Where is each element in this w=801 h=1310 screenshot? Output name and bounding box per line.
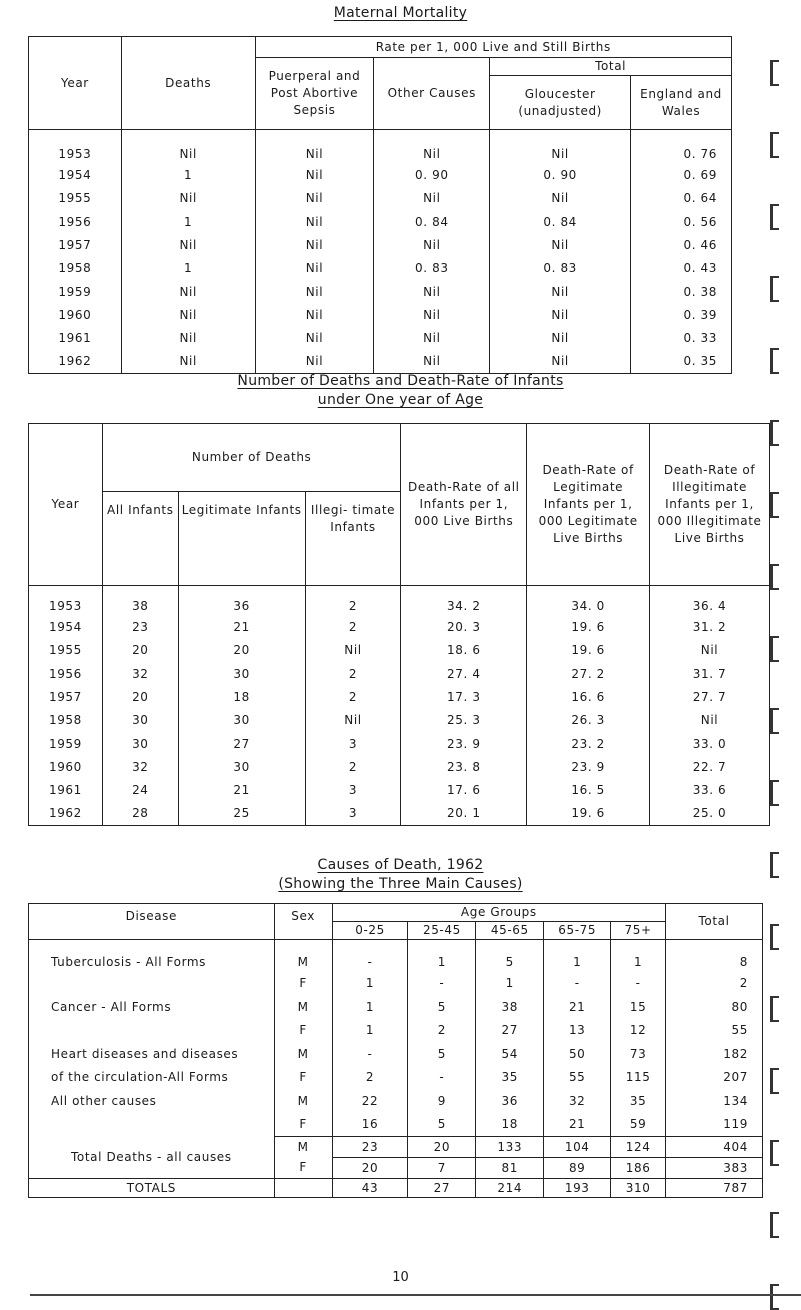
table-row bbox=[29, 662, 770, 685]
margin-binding-marks bbox=[770, 60, 790, 1300]
cell-england: 0. 33 bbox=[631, 327, 732, 350]
cell-puerperal: Nil bbox=[255, 280, 374, 303]
cell-age-value: 55 bbox=[544, 1066, 611, 1090]
cell-age-value: 43 bbox=[332, 1178, 408, 1197]
cell-year: 1955 bbox=[29, 639, 103, 662]
cell-england: 0. 46 bbox=[631, 233, 732, 256]
table-row bbox=[29, 995, 763, 1019]
cell-age-value: 1 bbox=[332, 995, 408, 1019]
cell-age-value: 9 bbox=[408, 1089, 476, 1113]
cell-rate-illegit: Nil bbox=[650, 709, 770, 732]
col-header-illegit: Illegi- timate Infants bbox=[305, 492, 401, 586]
cell-total: 182 bbox=[666, 1042, 763, 1066]
cell-age-value: 89 bbox=[544, 1157, 611, 1178]
cell-illegit: 3 bbox=[305, 732, 401, 755]
cell-gloucester: Nil bbox=[490, 280, 631, 303]
cell-disease: All other causes bbox=[29, 1089, 275, 1113]
cell-age-value: 5 bbox=[476, 940, 544, 972]
table-row bbox=[29, 1113, 763, 1137]
cell-age-value: 27 bbox=[476, 1019, 544, 1043]
cell-age-value: - bbox=[332, 940, 408, 972]
cell-year: 1958 bbox=[29, 257, 122, 280]
cell-age-value: 21 bbox=[544, 995, 611, 1019]
cell-gloucester: Nil bbox=[490, 233, 631, 256]
cell-rate-all: 25. 3 bbox=[401, 709, 527, 732]
cell-disease bbox=[29, 972, 275, 996]
cell-deaths: Nil bbox=[121, 327, 255, 350]
group-header-rate: Rate per 1, 000 Live and Still Births bbox=[255, 37, 731, 58]
cell-all: 30 bbox=[102, 732, 178, 755]
col-header-rate-illegit: Death-Rate of Illegitimate Infants per 1, 000 Illegitimate Live Births bbox=[650, 424, 770, 586]
table-row bbox=[29, 972, 763, 996]
cell-deaths: Nil bbox=[121, 233, 255, 256]
cell-age-value: 16 bbox=[332, 1113, 408, 1137]
cell-year: 1953 bbox=[29, 130, 122, 164]
cell-total: 2 bbox=[666, 972, 763, 996]
col-header-deaths: Deaths bbox=[121, 37, 255, 130]
table-row bbox=[29, 187, 732, 210]
col-header-age-0-25: 0-25 bbox=[332, 922, 408, 940]
cell-other: Nil bbox=[374, 280, 490, 303]
cell-total: 787 bbox=[666, 1178, 763, 1197]
cell-all: 20 bbox=[102, 639, 178, 662]
table-row bbox=[29, 233, 732, 256]
col-header-all: All Infants bbox=[102, 492, 178, 586]
cell-rate-illegit: 33. 0 bbox=[650, 732, 770, 755]
cell-illegit: 2 bbox=[305, 616, 401, 639]
table-row bbox=[29, 732, 770, 755]
cell-other: Nil bbox=[374, 187, 490, 210]
cell-age-value: 22 bbox=[332, 1089, 408, 1113]
col-header-disease: Disease bbox=[29, 904, 275, 940]
cell-age-value: 5 bbox=[408, 995, 476, 1019]
causes-of-death-table bbox=[28, 903, 763, 1198]
cell-rate-all: 23. 8 bbox=[401, 755, 527, 778]
cell-puerperal: Nil bbox=[255, 210, 374, 233]
cell-deaths: 1 bbox=[121, 164, 255, 187]
cell-year: 1956 bbox=[29, 662, 103, 685]
cell-age-value: 214 bbox=[476, 1178, 544, 1197]
cell-age-value: 186 bbox=[611, 1157, 666, 1178]
cell-rate-all: 18. 6 bbox=[401, 639, 527, 662]
cell-age-value: 18 bbox=[476, 1113, 544, 1137]
bottom-rule bbox=[30, 1294, 801, 1296]
cell-rate-all: 23. 9 bbox=[401, 732, 527, 755]
cell-disease: Tuberculosis - All Forms bbox=[29, 940, 275, 972]
cell-gloucester: 0. 83 bbox=[490, 257, 631, 280]
cell-rate-illegit: Nil bbox=[650, 639, 770, 662]
cell-year: 1961 bbox=[29, 779, 103, 802]
cell-all: 32 bbox=[102, 755, 178, 778]
cell-rate-all: 27. 4 bbox=[401, 662, 527, 685]
cell-rate-legit: 19. 6 bbox=[527, 802, 650, 825]
cell-rate-all: 17. 3 bbox=[401, 685, 527, 708]
cell-sex: F bbox=[274, 972, 332, 996]
col-header-year: Year bbox=[29, 37, 122, 130]
cell-puerperal: Nil bbox=[255, 257, 374, 280]
cell-year: 1957 bbox=[29, 233, 122, 256]
table-row bbox=[29, 639, 770, 662]
cell-sex: M bbox=[274, 1042, 332, 1066]
cell-year: 1960 bbox=[29, 755, 103, 778]
totals-label: TOTALS bbox=[29, 1178, 275, 1197]
cell-rate-illegit: 31. 7 bbox=[650, 662, 770, 685]
cell-age-value: 27 bbox=[408, 1178, 476, 1197]
cell-all: 20 bbox=[102, 685, 178, 708]
cell-age-value: 50 bbox=[544, 1042, 611, 1066]
cell-other: Nil bbox=[374, 327, 490, 350]
cell-rate-all: 34. 2 bbox=[401, 586, 527, 616]
cell-legit: 30 bbox=[178, 755, 305, 778]
table-row bbox=[29, 130, 732, 164]
cell-year: 1954 bbox=[29, 616, 103, 639]
cell-sex: M bbox=[274, 995, 332, 1019]
cell-rate-legit: 23. 2 bbox=[527, 732, 650, 755]
cell-deaths: Nil bbox=[121, 350, 255, 373]
infant-title: Number of Deaths and Death-Rate of Infants under One year of Age bbox=[237, 373, 564, 408]
cell-other: Nil bbox=[374, 130, 490, 164]
cell-illegit: 2 bbox=[305, 755, 401, 778]
table-row bbox=[29, 755, 770, 778]
cell-age-value: 21 bbox=[544, 1113, 611, 1137]
cell-age-value: 32 bbox=[544, 1089, 611, 1113]
cell-total: 383 bbox=[666, 1157, 763, 1178]
cell-age-value: 35 bbox=[476, 1066, 544, 1090]
page-title: Maternal Mortality bbox=[333, 5, 468, 21]
cell-age-value: 38 bbox=[476, 995, 544, 1019]
cell-sex: F bbox=[274, 1066, 332, 1090]
cell-rate-all: 20. 3 bbox=[401, 616, 527, 639]
cell-puerperal: Nil bbox=[255, 130, 374, 164]
cell-england: 0. 39 bbox=[631, 303, 732, 326]
cell-age-value: 7 bbox=[408, 1157, 476, 1178]
cell-rate-illegit: 33. 6 bbox=[650, 779, 770, 802]
col-header-age-45-65: 45-65 bbox=[476, 922, 544, 940]
cell-rate-illegit: 27. 7 bbox=[650, 685, 770, 708]
table-row bbox=[29, 1089, 763, 1113]
totals-row bbox=[29, 1178, 763, 1197]
cell-gloucester: Nil bbox=[490, 303, 631, 326]
cell-england: 0. 43 bbox=[631, 257, 732, 280]
cell-year: 1957 bbox=[29, 685, 103, 708]
cell-deaths: 1 bbox=[121, 210, 255, 233]
cell-sex: M bbox=[274, 940, 332, 972]
table-row bbox=[29, 350, 732, 373]
cell-illegit: 3 bbox=[305, 802, 401, 825]
cell-all: 38 bbox=[102, 586, 178, 616]
cell-puerperal: Nil bbox=[255, 187, 374, 210]
cell-other: Nil bbox=[374, 350, 490, 373]
cell-gloucester: 0. 84 bbox=[490, 210, 631, 233]
cell-rate-all: 17. 6 bbox=[401, 779, 527, 802]
cell-total: 119 bbox=[666, 1113, 763, 1137]
col-header-year: Year bbox=[29, 424, 103, 586]
cell-legit: 21 bbox=[178, 616, 305, 639]
cell-rate-illegit: 22. 7 bbox=[650, 755, 770, 778]
cell-other: 0. 83 bbox=[374, 257, 490, 280]
table-row bbox=[29, 779, 770, 802]
cell-all: 28 bbox=[102, 802, 178, 825]
cell-puerperal: Nil bbox=[255, 303, 374, 326]
cell-deaths: 1 bbox=[121, 257, 255, 280]
cell-age-value: 5 bbox=[408, 1042, 476, 1066]
cell-year: 1958 bbox=[29, 709, 103, 732]
group-header-number: Number of Deaths bbox=[102, 424, 401, 492]
col-header-gloucester: Gloucester (unadjusted) bbox=[490, 76, 631, 130]
col-header-total: Total bbox=[666, 904, 763, 940]
total-deaths-row bbox=[29, 1136, 763, 1157]
cell-all: 30 bbox=[102, 709, 178, 732]
col-header-rate-all: Death-Rate of all Infants per 1, 000 Live Births bbox=[401, 424, 527, 586]
table-row bbox=[29, 280, 732, 303]
cell-gloucester: Nil bbox=[490, 350, 631, 373]
cell-age-value: 35 bbox=[611, 1089, 666, 1113]
cell-legit: 30 bbox=[178, 662, 305, 685]
cell-rate-all: 20. 1 bbox=[401, 802, 527, 825]
table-row bbox=[29, 709, 770, 732]
cell-age-value: - bbox=[611, 972, 666, 996]
cell-year: 1959 bbox=[29, 280, 122, 303]
cell-age-value: 124 bbox=[611, 1136, 666, 1157]
cell-rate-legit: 34. 0 bbox=[527, 586, 650, 616]
table-row bbox=[29, 802, 770, 825]
cell-year: 1959 bbox=[29, 732, 103, 755]
table-row bbox=[29, 257, 732, 280]
cell-illegit: 2 bbox=[305, 662, 401, 685]
cell-age-value: 13 bbox=[544, 1019, 611, 1043]
cell-illegit: Nil bbox=[305, 639, 401, 662]
maternal-mortality-table bbox=[28, 36, 732, 374]
cell-rate-legit: 27. 2 bbox=[527, 662, 650, 685]
cell-gloucester: Nil bbox=[490, 187, 631, 210]
cell-puerperal: Nil bbox=[255, 350, 374, 373]
col-header-legit: Legitimate Infants bbox=[178, 492, 305, 586]
cell-age-value: - bbox=[408, 1066, 476, 1090]
cell-year: 1962 bbox=[29, 350, 122, 373]
col-header-other: Other Causes bbox=[374, 58, 490, 130]
cell-age-value: 115 bbox=[611, 1066, 666, 1090]
cell-total: 134 bbox=[666, 1089, 763, 1113]
cell-age-value: 1 bbox=[408, 940, 476, 972]
table-row bbox=[29, 940, 763, 972]
cell-sex: M bbox=[274, 1136, 332, 1157]
cell-rate-illegit: 31. 2 bbox=[650, 616, 770, 639]
cell-legit: 20 bbox=[178, 639, 305, 662]
page-number: 10 bbox=[392, 1270, 409, 1285]
table-row bbox=[29, 586, 770, 616]
cell-year: 1953 bbox=[29, 586, 103, 616]
cell-illegit: 2 bbox=[305, 685, 401, 708]
cell-year: 1956 bbox=[29, 210, 122, 233]
cell-deaths: Nil bbox=[121, 303, 255, 326]
cell-total: 404 bbox=[666, 1136, 763, 1157]
cell-puerperal: Nil bbox=[255, 327, 374, 350]
cell-deaths: Nil bbox=[121, 187, 255, 210]
cell-rate-illegit: 25. 0 bbox=[650, 802, 770, 825]
col-header-age-65-75: 65-75 bbox=[544, 922, 611, 940]
cell-year: 1960 bbox=[29, 303, 122, 326]
cell-age-value: 5 bbox=[408, 1113, 476, 1137]
cell-rate-legit: 19. 6 bbox=[527, 639, 650, 662]
table-row bbox=[29, 1066, 763, 1090]
cell-age-value: 1 bbox=[332, 1019, 408, 1043]
col-header-sex: Sex bbox=[274, 904, 332, 940]
cell-legit: 27 bbox=[178, 732, 305, 755]
table-row bbox=[29, 303, 732, 326]
table-row bbox=[29, 685, 770, 708]
cell-rate-illegit: 36. 4 bbox=[650, 586, 770, 616]
cell-age-value: 1 bbox=[332, 972, 408, 996]
cell-age-value: 193 bbox=[544, 1178, 611, 1197]
col-header-age-25-45: 25-45 bbox=[408, 922, 476, 940]
table-row bbox=[29, 1019, 763, 1043]
cell-age-value: 12 bbox=[611, 1019, 666, 1043]
cell-all: 23 bbox=[102, 616, 178, 639]
group-header-total: Total bbox=[490, 58, 732, 76]
cell-age-value: 104 bbox=[544, 1136, 611, 1157]
col-header-age-75plus: 75+ bbox=[611, 922, 666, 940]
cell-age-value: 20 bbox=[332, 1157, 408, 1178]
cell-year: 1954 bbox=[29, 164, 122, 187]
table-row bbox=[29, 164, 732, 187]
cell-legit: 21 bbox=[178, 779, 305, 802]
cell-age-value: 59 bbox=[611, 1113, 666, 1137]
table-row bbox=[29, 616, 770, 639]
cell-other: 0. 84 bbox=[374, 210, 490, 233]
cell-age-value: 1 bbox=[544, 940, 611, 972]
col-header-puerperal: Puerperal and Post Abortive Sepsis bbox=[255, 58, 374, 130]
cell-rate-legit: 23. 9 bbox=[527, 755, 650, 778]
cell-deaths: Nil bbox=[121, 280, 255, 303]
col-header-rate-legit: Death-Rate of Legitimate Infants per 1, 000 Legitimate Live Births bbox=[527, 424, 650, 586]
cell-legit: 36 bbox=[178, 586, 305, 616]
cell-other: Nil bbox=[374, 303, 490, 326]
cell-illegit: Nil bbox=[305, 709, 401, 732]
cell-age-value: 36 bbox=[476, 1089, 544, 1113]
cell-legit: 30 bbox=[178, 709, 305, 732]
cell-illegit: 3 bbox=[305, 779, 401, 802]
cell-age-value: 54 bbox=[476, 1042, 544, 1066]
cell-year: 1961 bbox=[29, 327, 122, 350]
cell-age-value: - bbox=[544, 972, 611, 996]
total-deaths-label: Total Deaths - all causes bbox=[29, 1136, 275, 1178]
cell-age-value: 20 bbox=[408, 1136, 476, 1157]
group-header-age: Age Groups bbox=[332, 904, 665, 922]
cell-total: 8 bbox=[666, 940, 763, 972]
cell-gloucester: 0. 90 bbox=[490, 164, 631, 187]
cell-age-value: - bbox=[332, 1042, 408, 1066]
cell-age-value: 133 bbox=[476, 1136, 544, 1157]
cell-rate-legit: 16. 6 bbox=[527, 685, 650, 708]
cell-puerperal: Nil bbox=[255, 233, 374, 256]
causes-title: Causes of Death, 1962 (Showing the Three Main Causes) bbox=[278, 857, 523, 892]
cell-age-value: 2 bbox=[408, 1019, 476, 1043]
cell-disease bbox=[29, 1113, 275, 1137]
cell-disease: of the circulation-All Forms bbox=[29, 1066, 275, 1090]
cell-disease: Cancer - All Forms bbox=[29, 995, 275, 1019]
cell-england: 0. 64 bbox=[631, 187, 732, 210]
cell-age-value: 15 bbox=[611, 995, 666, 1019]
cell-rate-legit: 19. 6 bbox=[527, 616, 650, 639]
infant-deaths-table bbox=[28, 423, 770, 826]
cell-legit: 25 bbox=[178, 802, 305, 825]
table-row bbox=[29, 210, 732, 233]
cell-sex: F bbox=[274, 1157, 332, 1178]
cell-total: 80 bbox=[666, 995, 763, 1019]
cell-disease bbox=[29, 1019, 275, 1043]
cell-sex: F bbox=[274, 1019, 332, 1043]
cell-gloucester: Nil bbox=[490, 327, 631, 350]
cell-illegit: 2 bbox=[305, 586, 401, 616]
col-header-england: England and Wales bbox=[631, 76, 732, 130]
cell-age-value: 310 bbox=[611, 1178, 666, 1197]
cell-puerperal: Nil bbox=[255, 164, 374, 187]
cell-rate-legit: 26. 3 bbox=[527, 709, 650, 732]
cell-total: 207 bbox=[666, 1066, 763, 1090]
table-row bbox=[29, 327, 732, 350]
cell-england: 0. 56 bbox=[631, 210, 732, 233]
cell-sex: F bbox=[274, 1113, 332, 1137]
cell-england: 0. 69 bbox=[631, 164, 732, 187]
cell-england: 0. 38 bbox=[631, 280, 732, 303]
cell-england: 0. 76 bbox=[631, 130, 732, 164]
cell-gloucester: Nil bbox=[490, 130, 631, 164]
cell-england: 0. 35 bbox=[631, 350, 732, 373]
cell-age-value: 73 bbox=[611, 1042, 666, 1066]
cell-all: 24 bbox=[102, 779, 178, 802]
table-row bbox=[29, 1042, 763, 1066]
cell-disease: Heart diseases and diseases bbox=[29, 1042, 275, 1066]
cell-other: Nil bbox=[374, 233, 490, 256]
cell-deaths: Nil bbox=[121, 130, 255, 164]
cell-age-value: 1 bbox=[611, 940, 666, 972]
cell-all: 32 bbox=[102, 662, 178, 685]
cell-sex: M bbox=[274, 1089, 332, 1113]
cell-age-value: - bbox=[408, 972, 476, 996]
cell-rate-legit: 16. 5 bbox=[527, 779, 650, 802]
cell-age-value: 1 bbox=[476, 972, 544, 996]
cell-year: 1962 bbox=[29, 802, 103, 825]
cell-age-value: 23 bbox=[332, 1136, 408, 1157]
cell-sex-blank bbox=[274, 1178, 332, 1197]
cell-legit: 18 bbox=[178, 685, 305, 708]
cell-total: 55 bbox=[666, 1019, 763, 1043]
cell-year: 1955 bbox=[29, 187, 122, 210]
cell-age-value: 81 bbox=[476, 1157, 544, 1178]
cell-age-value: 2 bbox=[332, 1066, 408, 1090]
cell-other: 0. 90 bbox=[374, 164, 490, 187]
